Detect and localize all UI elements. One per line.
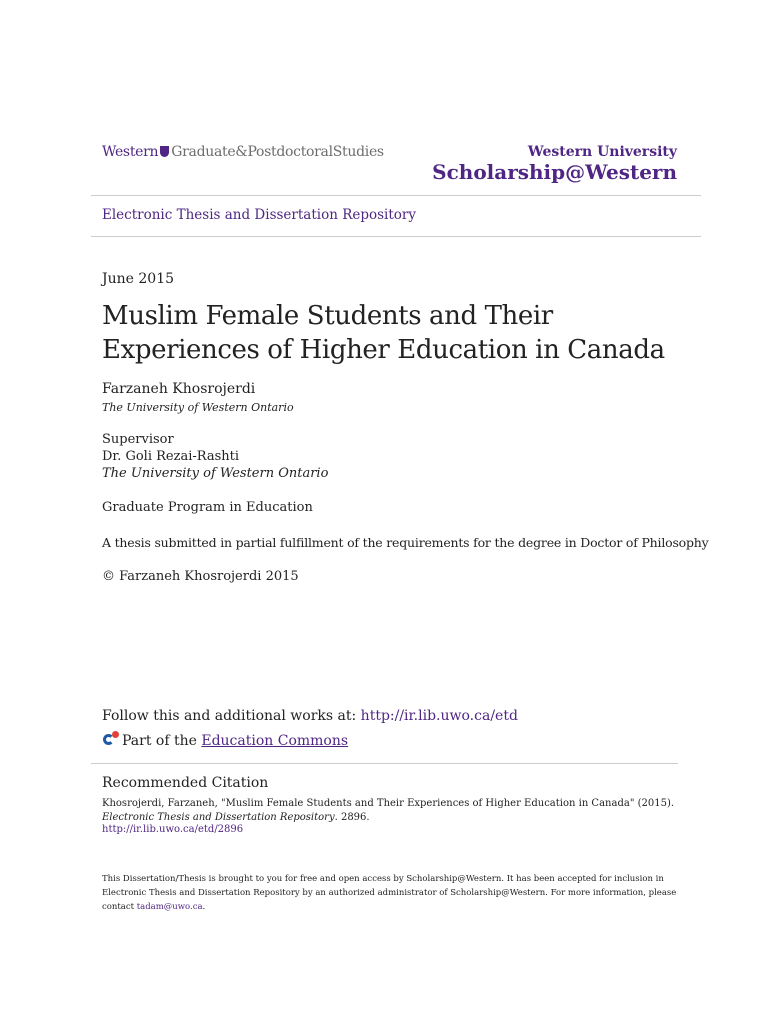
citation-heading: Recommended Citation	[102, 775, 269, 791]
supervisor-institution: The University of Western Ontario	[102, 466, 329, 481]
follow-line	[102, 708, 518, 724]
access-notice-end: .	[202, 902, 206, 912]
supervisor-label: Supervisor	[102, 432, 174, 447]
part-of-label: Part of the	[122, 733, 202, 749]
gps-logo[interactable]	[102, 144, 384, 160]
commons-network-icon	[102, 731, 119, 748]
access-notice	[102, 872, 682, 914]
citation-divider	[91, 763, 678, 764]
access-notice-text: This Dissertation/Thesis is brought to you for free and open access by Scholarship@Western. It has been accepted for inclusion in Electronic Thesis and Dissertation Repository by an authorized administrator of Scholarship@Western. For more information, please contact	[102, 874, 677, 912]
supervisor-name: Dr. Goli Rezai-Rashti	[102, 449, 240, 464]
citation-body: Khosrojerdi, Farzaneh, "Muslim Female Students and Their Experiences of Higher Education in Canada" (2015).	[102, 798, 675, 809]
citation-series: Electronic Thesis and Dissertation Repository	[102, 812, 335, 823]
citation-number: . 2896.	[334, 812, 370, 823]
repository-divider	[91, 236, 701, 237]
western-shield-icon	[160, 146, 169, 157]
author-name: Farzaneh Khosrojerdi	[102, 381, 256, 397]
western-wordmark: Western	[102, 144, 159, 160]
education-commons-link[interactable]: Education Commons	[201, 733, 349, 749]
citation-url-line	[102, 824, 243, 835]
program-name: Graduate Program in Education	[102, 500, 313, 515]
scholarship-logo[interactable]: Scholarship@Western	[432, 160, 677, 184]
follow-url-link[interactable]: http://ir.lib.uwo.ca/etd	[360, 708, 518, 724]
contact-email-link[interactable]: tadam@uwo.ca	[136, 902, 203, 912]
university-name[interactable]: Western University	[527, 144, 677, 160]
thesis-title: Muslim Female Students and Their Experiences of Higher Education in Canada	[102, 301, 665, 365]
citation-url-link[interactable]: http://ir.lib.uwo.ca/etd/2896	[102, 824, 244, 835]
author-institution: The University of Western Ontario	[102, 401, 294, 414]
gps-wordmark: Graduate&PostdoctoralStudies	[171, 144, 384, 160]
citation-text	[102, 797, 682, 825]
repository-link[interactable]: Electronic Thesis and Dissertation Repository	[102, 207, 416, 223]
copyright-notice: © Farzaneh Khosrojerdi 2015	[102, 569, 299, 584]
follow-label: Follow this and additional works at:	[102, 708, 361, 724]
degree-statement: A thesis submitted in partial fulfillment of the requirements for the degree in Doctor of Philosophy	[102, 535, 709, 550]
part-of-line	[102, 731, 348, 749]
thesis-date: June 2015	[102, 271, 175, 287]
header-divider	[91, 195, 701, 196]
